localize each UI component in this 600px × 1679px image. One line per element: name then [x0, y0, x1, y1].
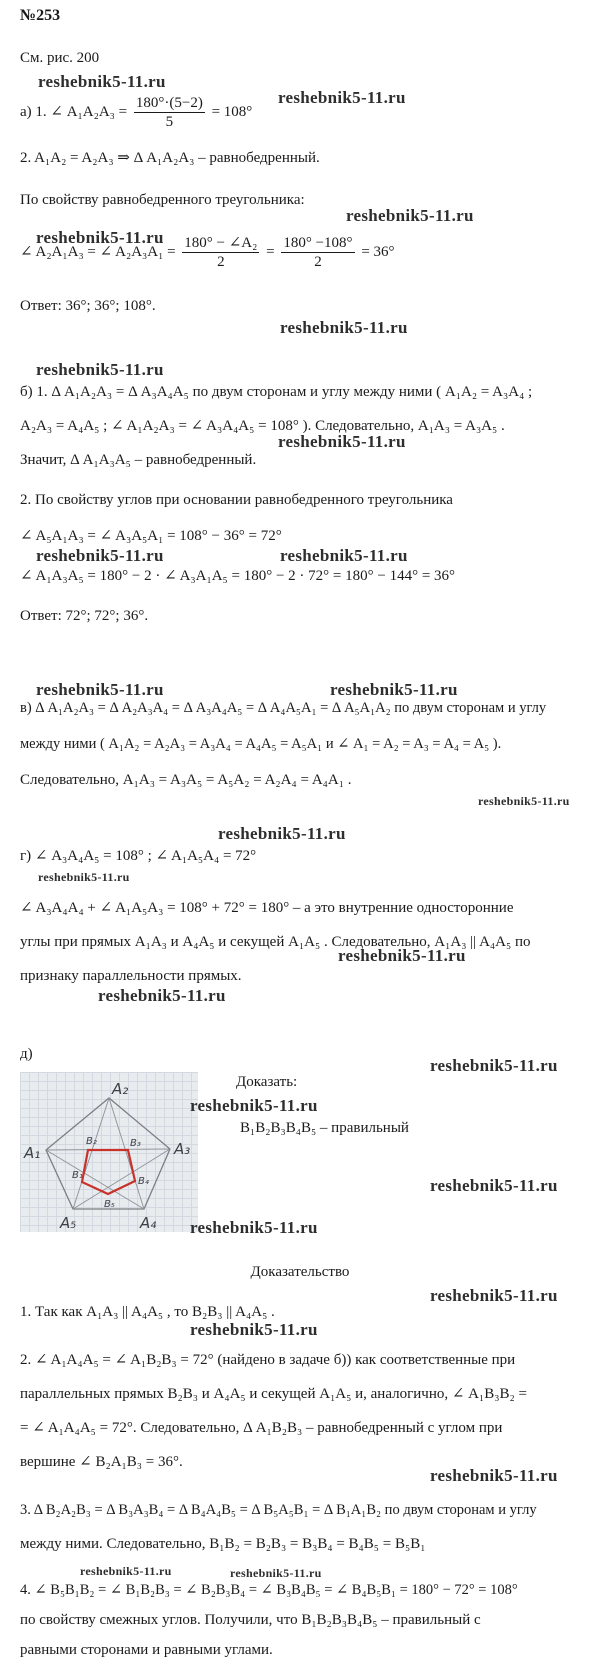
watermark: reshebnik5-11.ru [190, 1218, 318, 1237]
part-g-line-1: г) ∠ A₃A₄A₅ = 108° ; ∠ A₁A₅A₄ = 72° [20, 848, 257, 864]
label-b4: B₄ [138, 1176, 149, 1187]
problem-number: №253 [20, 7, 61, 24]
pentagon-diagram [20, 1072, 198, 1232]
part-v-line-2: между ними ( A₁A₂ = A₂A₃ = A₃A₄ = A₄A₅ = A₅A₁ и ∠ A₁ = A₂ = A₃ = A₄ = A₅ ). [20, 736, 502, 752]
part-a-step-1-lhs: а) 1. ∠ A₁A₂A₃ = [20, 104, 128, 120]
part-a-step-2: 2. A₁A₂ = A₂A₃ ⇒ Δ A₁A₂A₃ – равнобедренный. [20, 150, 320, 166]
watermark: reshebnik5-11.ru [38, 72, 166, 91]
proof-step-3-line-2: между ними. Следовательно, B₁B₂ = B₂B₃ = B₃B₄ = B₄B₅ = B₅B₁ [20, 1536, 426, 1552]
proof-heading: Доказательство [250, 1264, 350, 1280]
part-a-step-4-lhs: ∠ A₂A₁A₃ = ∠ A₂A₃A₁ = [20, 244, 176, 260]
diagonal-a2-a4 [109, 1098, 144, 1209]
prove-label: Доказать: [236, 1074, 298, 1090]
proof-step-4-line-1: 4. ∠ B₅B₁B₂ = ∠ B₁B₂B₃ = ∠ B₂B₃B₄ = ∠ B₃B₄B₅ = ∠ B₄B₅B₁ = 180° − 72° = 108° [20, 1582, 518, 1598]
part-g-line-4: признаку параллельности прямых. [20, 968, 242, 984]
watermark: reshebnik5-11.ru [430, 1176, 558, 1195]
fraction-numerator: 180° −108° [283, 235, 353, 252]
equals-sign: = [266, 244, 275, 260]
fraction-angle-formula [134, 94, 205, 131]
part-b-line-3: Значит, Δ A₁A₃A₅ – равнобедренный. [20, 452, 257, 468]
watermark: reshebnik5-11.ru [338, 946, 466, 965]
watermark: reshebnik5-11.ru [190, 1320, 318, 1339]
outer-pentagon [46, 1098, 170, 1209]
watermark: reshebnik5-11.ru [280, 546, 408, 565]
part-v-line-3: Следовательно, A₁A₃ = A₃A₅ = A₅A₂ = A₂A₄ = A₄A₁ . [20, 772, 352, 788]
part-g-line-2: ∠ A₃A₄A₄ + ∠ A₁A₅A₃ = 108° + 72° = 180° – а это внутренние односторонние [20, 900, 514, 916]
label-a1: A₁ [24, 1144, 41, 1162]
fraction-base-angle [182, 234, 259, 271]
part-a-step-4-rhs: = 36° [361, 244, 395, 260]
watermark: reshebnik5-11.ru [330, 680, 458, 699]
watermark: reshebnik5-11.ru [218, 824, 346, 843]
label-a2: A₂ [112, 1080, 129, 1098]
fraction-numerator: 180° − ∠A₂ [184, 235, 258, 252]
watermark: reshebnik5-11.ru [98, 986, 226, 1005]
proof-step-4-line-3: равными сторонами и равными углами. [20, 1642, 273, 1658]
part-a-step-1-rhs: = 108° [211, 104, 253, 120]
watermark: reshebnik5-11.ru [278, 432, 406, 451]
figure-reference: См. рис. 200 [20, 50, 100, 66]
part-v-line-1: в) Δ A₁A₂A₃ = Δ A₂A₃A₄ = Δ A₃A₄A₅ = Δ A₄A₅A₁ = Δ A₅A₁A₂ по двум сторонам и углу [20, 700, 547, 716]
part-g-line-3: углы при прямых A₁A₃ и A₄A₅ и секущей A₁A₅ . Следовательно, A₁A₃ || A₄A₅ по [20, 934, 531, 950]
watermark: reshebnik5-11.ru [36, 680, 164, 699]
watermark: reshebnik5-11.ru [280, 318, 408, 337]
watermark: reshebnik5-11.ru [478, 794, 570, 808]
part-a-answer: Ответ: 36°; 36°; 108°. [20, 298, 156, 314]
label-b1: B₁ [72, 1170, 83, 1181]
watermark: reshebnik5-11.ru [36, 546, 164, 565]
part-b-line-2: A₂A₃ = A₄A₅ ; ∠ A₁A₂A₃ = ∠ A₃A₄A₅ = 108° ). Следовательно, A₁A₃ = A₃A₅ . [20, 418, 505, 434]
label-a4: A₄ [140, 1214, 157, 1232]
watermark: reshebnik5-11.ru [430, 1466, 558, 1485]
watermark: reshebnik5-11.ru [230, 1566, 322, 1580]
fraction-denominator: 2 [314, 254, 322, 271]
proof-step-2-line-1: 2. ∠ A₁A₄A₅ = ∠ A₁B₂B₃ = 72° (найдено в задаче б)) как соответственные при [20, 1352, 516, 1368]
label-b5: B₅ [104, 1199, 115, 1210]
part-d-label: д) [20, 1046, 33, 1062]
watermark: reshebnik5-11.ru [36, 360, 164, 379]
fraction-base-angle-value [281, 234, 354, 271]
fraction-denominator: 5 [165, 114, 174, 131]
watermark: reshebnik5-11.ru [430, 1056, 558, 1075]
proof-step-3-line-1: 3. Δ B₂A₂B₃ = Δ B₃A₃B₄ = Δ B₄A₄B₅ = Δ B₅A₅B₁ = Δ B₁A₁B₂ по двум сторонам и углу [20, 1502, 537, 1518]
proof-step-2-line-2: параллельных прямых B₂B₃ и A₄A₅ и секущей A₁A₅ и, аналогично, ∠ A₁B₃B₂ = [20, 1386, 527, 1402]
part-b-line-1: б) 1. Δ A₁A₂A₃ = Δ A₃A₄A₅ по двум сторонам и углу между ними ( A₁A₂ = A₃A₄ ; [20, 384, 533, 400]
label-a3: A₃ [174, 1140, 191, 1158]
watermark: reshebnik5-11.ru [278, 88, 406, 107]
proof-step-2-line-3: = ∠ A₁A₄A₅ = 72°. Следовательно, Δ A₁B₂B₃ – равнобедренный с углом при [20, 1420, 503, 1436]
watermark: reshebnik5-11.ru [36, 228, 164, 247]
prove-statement: B₁B₂B₃B₄B₅ – правильный [240, 1120, 409, 1136]
part-a-step-3: По свойству равнобедренного треугольника: [20, 192, 305, 208]
part-b-line-5: ∠ A₅A₁A₃ = ∠ A₃A₅A₁ = 108° − 36° = 72° [20, 528, 282, 544]
pentagon-figure [20, 1072, 198, 1232]
watermark: reshebnik5-11.ru [38, 870, 130, 884]
proof-step-1: 1. Так как A₁A₃ || A₄A₅ , то B₂B₃ || A₄A₅ . [20, 1304, 275, 1320]
watermark: reshebnik5-11.ru [430, 1286, 558, 1305]
fraction-numerator: 180°·(5−2) [135, 95, 203, 112]
part-b-line-4: 2. По свойству углов при основании равнобедренного треугольника [20, 492, 453, 508]
label-a5: A₅ [60, 1214, 77, 1232]
label-b3: B₃ [130, 1138, 141, 1149]
watermark: reshebnik5-11.ru [346, 206, 474, 225]
part-b-answer: Ответ: 72°; 72°; 36°. [20, 608, 149, 624]
label-b2: B₂ [86, 1136, 97, 1147]
watermark: reshebnik5-11.ru [190, 1096, 318, 1115]
proof-step-2-line-4: вершине ∠ B₂A₁B₃ = 36°. [20, 1454, 183, 1470]
fraction-denominator: 2 [217, 254, 225, 271]
watermark: reshebnik5-11.ru [80, 1564, 172, 1578]
proof-step-4-line-2: по свойству смежных углов. Получили, что B₁B₂B₃B₄B₅ – правильный с [20, 1612, 481, 1628]
part-b-line-6: ∠ A₁A₃A₅ = 180° − 2 · ∠ A₃A₁A₅ = 180° − 2 · 72° = 180° − 144° = 36° [20, 568, 456, 584]
